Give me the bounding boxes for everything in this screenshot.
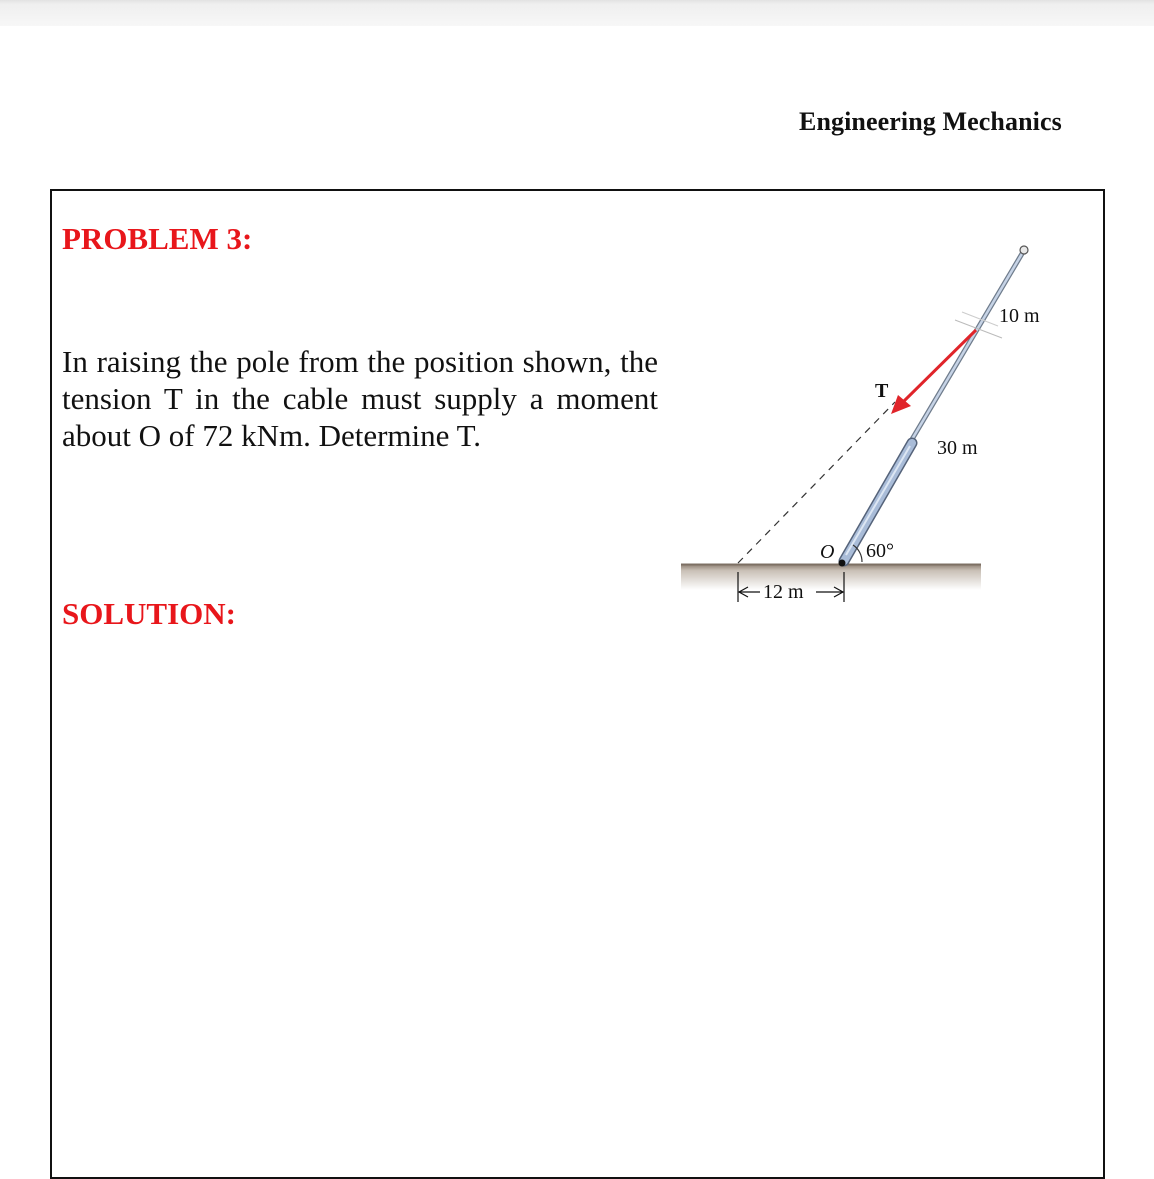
tension-label: T (875, 380, 889, 402)
base-distance-label: 12 m (763, 581, 804, 603)
top-window-strip (0, 0, 1154, 26)
problem-heading: PROBLEM 3: (62, 221, 253, 256)
pole-tip-knob (1020, 246, 1028, 254)
pole-diagram (670, 232, 1070, 612)
lower-segment-length-label: 30 m (937, 437, 978, 459)
solution-heading: SOLUTION: (62, 596, 236, 631)
pivot-point (839, 560, 846, 567)
document-header-title: Engineering Mechanics (799, 107, 1062, 136)
angle-label: 60° (866, 540, 894, 562)
pivot-label: O (820, 541, 835, 563)
cable-dashed-line (738, 402, 895, 563)
ground-surface (681, 564, 981, 590)
problem-statement: In raising the pole from the position shown, the tension T in the cable must supply a moment about O of 72 kNm. Determine T. (62, 344, 658, 453)
upper-segment-length-label: 10 m (999, 305, 1040, 327)
